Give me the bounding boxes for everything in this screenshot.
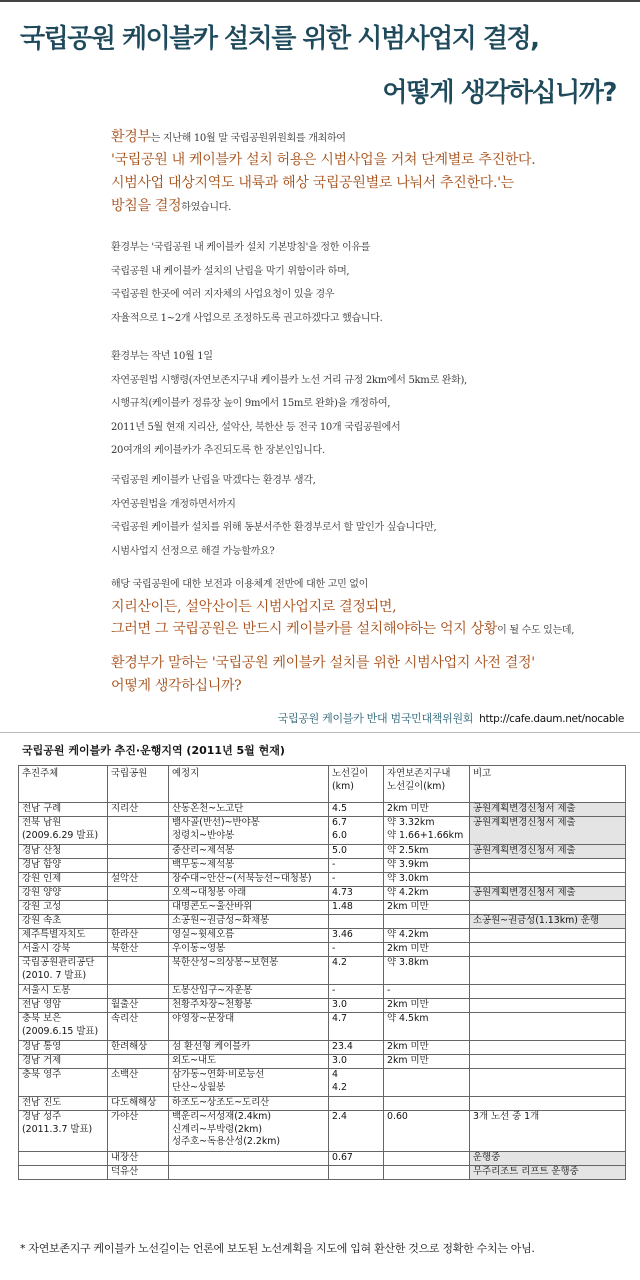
table-cell: 서울시 도봉 <box>19 985 108 999</box>
table-cell: 가야산 <box>108 1111 169 1152</box>
table-cell <box>470 859 626 873</box>
text-line <box>111 172 631 195</box>
table-cell: 외도~내도 <box>169 1055 329 1069</box>
table-cell: 경남 함양 <box>19 859 108 873</box>
table-row <box>19 817 626 845</box>
body-text: 는 <box>500 175 514 191</box>
table-cell: 다도해해상 <box>108 1097 169 1111</box>
table-cell: 장수대~안산~(서북능선~대청봉) <box>169 873 329 887</box>
text-line: 자율적으로 1~2개 사업으로 조정하도록 권고하겠다고 했습니다. <box>111 312 383 324</box>
table-row <box>19 1111 626 1152</box>
table-cell: 도봉산입구~자운봉 <box>169 985 329 999</box>
table-cell: 4 4.2 <box>329 1069 384 1097</box>
table-cell: 영실~윗세오름 <box>169 929 329 943</box>
article-paragraph-1 <box>111 126 631 218</box>
table-cell: 운행중 <box>470 1152 626 1166</box>
table-cell <box>470 929 626 943</box>
table-cell: 5.0 <box>329 845 384 859</box>
table-cell: 오색~대청봉 아래 <box>169 887 329 901</box>
table-cell <box>470 1041 626 1055</box>
table-cell <box>470 957 626 985</box>
table-cell: 전남 영암 <box>19 999 108 1013</box>
table-cell <box>470 1097 626 1111</box>
table-title: 국립공원 케이블카 추진·운행지역 (2011년 5월 현재) <box>22 744 285 757</box>
column-header: 노선길이 (km) <box>329 766 384 803</box>
text-line: 시범사업지 선정으로 해결 가능할까요? <box>111 545 275 557</box>
table-cell: 2km 미만 <box>384 803 470 817</box>
table-cell: 0.60 <box>384 1111 470 1152</box>
table-cell: 공원계획변경신청서 제출 <box>470 887 626 901</box>
table-cell: 3개 노선 중 1개 <box>470 1111 626 1152</box>
table-cell: 0.67 <box>329 1152 384 1166</box>
table-cell: 강원 양양 <box>19 887 108 901</box>
table-row <box>19 845 626 859</box>
table-cell <box>108 1055 169 1069</box>
text-line <box>111 149 631 172</box>
table-cell <box>108 985 169 999</box>
text-line: 20여개의 케이블카가 추진되도록 한 장본인입니다. <box>111 445 325 456</box>
table-row <box>19 1069 626 1097</box>
table-cell: 우이동~영봉 <box>169 943 329 957</box>
table-cell: 23.4 <box>329 1041 384 1055</box>
text-line: 자연공원법을 개정하면서까지 <box>111 498 236 510</box>
table-cell: 공원계획변경신청서 제출 <box>470 845 626 859</box>
text-line: 환경부는 '국립공원 내 케이블카 설치 기본방침'을 정한 이유를 <box>111 242 371 253</box>
table-cell: 6.7 6.0 <box>329 817 384 845</box>
table-cell: 공원계획변경신청서 제출 <box>470 803 626 817</box>
table-cell: - <box>384 985 470 999</box>
table-cell: 2.4 <box>329 1111 384 1152</box>
table-cell: 국립공원관리공단 (2010. 7 발표) <box>19 957 108 985</box>
table-cell <box>384 1152 470 1166</box>
table-cell: 하조도~상조도~도리산 <box>169 1097 329 1111</box>
table-cell <box>108 845 169 859</box>
text-line <box>111 596 631 618</box>
table-cell: 속리산 <box>108 1013 169 1041</box>
footnote: * 자연보존지구 케이블카 노선길이는 언론에 보도된 노선계획을 지도에 입혀 환산한 것으로 정확한 수치는 아님. <box>20 1242 535 1255</box>
table-cell: - <box>329 943 384 957</box>
table-cell: 지리산 <box>108 803 169 817</box>
table-cell <box>169 1152 329 1166</box>
table-cell <box>470 901 626 915</box>
table-cell: 서울시 강북 <box>19 943 108 957</box>
table-cell <box>19 1152 108 1166</box>
table-cell: 소백산 <box>108 1069 169 1097</box>
table-row <box>19 887 626 901</box>
table-cell <box>169 1166 329 1180</box>
website-link[interactable]: http://cafe.daum.net/nocable <box>479 713 624 725</box>
highlight-text: 그러면 그 국립공원은 반드시 케이블카를 설치해야하는 억지 상황 <box>111 621 498 637</box>
table-cell: 야영장~문장대 <box>169 1013 329 1041</box>
page-subtitle: 어떻게 생각하십니까? <box>382 78 616 108</box>
table-cell: 4.5 <box>329 803 384 817</box>
table-cell: 설악산 <box>108 873 169 887</box>
table-cell: 월출산 <box>108 999 169 1013</box>
table-cell: 4.73 <box>329 887 384 901</box>
table-cell: 3.0 <box>329 1055 384 1069</box>
table-cell: 소공원~권금성(1.13km) 운행 <box>470 915 626 929</box>
table-cell: 백운리~서성재(2.4km) 신계리~부박령(2km) 성주호~독용산성(2.2km) <box>169 1111 329 1152</box>
table-cell <box>470 985 626 999</box>
text-line: 시행규칙(케이블카 정류장 높이 9m에서 15m로 완화)을 개정하여, <box>111 398 391 409</box>
table-row <box>19 943 626 957</box>
table-cell: 내장산 <box>108 1152 169 1166</box>
table-cell: 충북 영주 <box>19 1069 108 1097</box>
table-cell <box>384 1069 470 1097</box>
table-cell: 삼가동~연화·비로능선 단산~상월봉 <box>169 1069 329 1097</box>
table-cell: 강원 속초 <box>19 915 108 929</box>
table-cell: 약 4.2km <box>384 887 470 901</box>
table-cell: 백무동~제석봉 <box>169 859 329 873</box>
text-line: 자연공원법 시행령(자연보존지구내 케이블카 노선 거리 규정 2km에서 5km로 완화), <box>111 374 467 386</box>
table-cell: 약 3.32km 약 1.66+1.66km <box>384 817 470 845</box>
table-cell: 경남 통영 <box>19 1041 108 1055</box>
table-cell: 3.46 <box>329 929 384 943</box>
table-cell: 한려해상 <box>108 1041 169 1055</box>
table-cell: 경남 산청 <box>19 845 108 859</box>
article-paragraph-3 <box>111 345 631 463</box>
table-row <box>19 1013 626 1041</box>
table-cell <box>19 1166 108 1180</box>
page-title: 국립공원 케이블카 설치를 위한 시범사업지 결정, <box>20 24 539 54</box>
table-cell: 뱀사골(반선)~반야봉 정령치~반야봉 <box>169 817 329 845</box>
table-cell <box>470 1055 626 1069</box>
table-cell: - <box>329 859 384 873</box>
table-cell: 소공원~권금성~화채봉 <box>169 915 329 929</box>
table-row <box>19 901 626 915</box>
table-cell: 덕유산 <box>108 1166 169 1180</box>
table-cell <box>384 1166 470 1180</box>
table-cell: 북한산 <box>108 943 169 957</box>
table-cell: 경남 거제 <box>19 1055 108 1069</box>
table-cell: 약 2.5km <box>384 845 470 859</box>
text-line: 국립공원 내 케이블카 설치의 난립을 막기 위함이라 하며, <box>111 265 350 277</box>
table-row <box>19 929 626 943</box>
text-line: 환경부가 말하는 '국립공원 케이블카 설치를 위한 시범사업지 사전 결정' <box>111 655 535 671</box>
highlight-text: 지리산이든, 설악산이든 시범사업지로 결정되면, <box>111 599 397 615</box>
table-cell <box>470 1013 626 1041</box>
text-line <box>111 195 631 218</box>
text-line: 국립공원 케이블카 난립을 막겠다는 환경부 생각, <box>111 475 316 486</box>
table-cell <box>470 1069 626 1097</box>
table-cell: - <box>329 873 384 887</box>
column-header: 국립공원 <box>108 766 169 803</box>
table-cell: 2km 미만 <box>384 943 470 957</box>
table-cell: 천황주차장~천황봉 <box>169 999 329 1013</box>
table-cell: 2km 미만 <box>384 999 470 1013</box>
article-paragraph-4 <box>111 469 631 563</box>
text-line: 어떻게 생각하십니까? <box>111 678 242 694</box>
table-cell: 중산리~제석봉 <box>169 845 329 859</box>
highlight-text: 환경부 <box>111 129 151 145</box>
text-line <box>111 618 631 640</box>
table-cell: - <box>329 985 384 999</box>
table-cell: 공원계획변경신청서 제출 <box>470 817 626 845</box>
table-row <box>19 985 626 999</box>
article-paragraph-2 <box>111 236 631 330</box>
text-line: 국립공원 한곳에 여러 지자체의 사업요청이 있을 경우 <box>111 289 335 300</box>
table-row <box>19 915 626 929</box>
text-line: 2011년 5월 현재 지리산, 설악산, 북한산 등 전국 10개 국립공원에서 <box>111 421 401 433</box>
table-cell <box>384 1097 470 1111</box>
table-cell: 약 4.2km <box>384 929 470 943</box>
divider <box>0 732 640 733</box>
highlight-text: 시범사업 대상지역도 내륙과 해상 국립공원별로 나눠서 추진한다.' <box>111 175 501 191</box>
table-cell: 한라산 <box>108 929 169 943</box>
table-header-row <box>19 766 626 803</box>
table-row <box>19 1097 626 1111</box>
table-row <box>19 1055 626 1069</box>
table-row <box>19 1166 626 1180</box>
table-cell: 산동온천~노고단 <box>169 803 329 817</box>
table-row <box>19 803 626 817</box>
table-cell: 1.48 <box>329 901 384 915</box>
highlight-text: 방침을 결정 <box>111 198 182 214</box>
table-cell: 충북 보은 (2009.6.15 발표) <box>19 1013 108 1041</box>
table-cell <box>470 999 626 1013</box>
table-row <box>19 1041 626 1055</box>
table-row <box>19 1152 626 1166</box>
table-cell: 경남 성주 (2011.3.7 발표) <box>19 1111 108 1152</box>
table-row <box>19 859 626 873</box>
table-row <box>19 999 626 1013</box>
table-cell: 약 3.9km <box>384 859 470 873</box>
cablecar-table <box>18 765 626 1180</box>
text-line <box>111 126 631 149</box>
article-paragraph-5 <box>111 574 631 640</box>
table-cell: 북한산성~의상봉~보현봉 <box>169 957 329 985</box>
table-cell <box>329 1166 384 1180</box>
table-cell: 2km 미만 <box>384 901 470 915</box>
column-header: 예정지 <box>169 766 329 803</box>
table-cell <box>470 873 626 887</box>
body-text: 이 될 수도 있는데, <box>497 625 575 636</box>
table-cell: 전남 구례 <box>19 803 108 817</box>
table-cell: 섬 환선형 케이블카 <box>169 1041 329 1055</box>
column-header: 자연보존지구내 노선길이(km) <box>384 766 470 803</box>
table-cell: 2km 미만 <box>384 1041 470 1055</box>
table-cell <box>108 887 169 901</box>
table-cell <box>108 817 169 845</box>
table-cell <box>329 1097 384 1111</box>
text-line: 해당 국립공원에 대한 보전과 이용체계 전반에 대한 고민 없이 <box>111 579 369 590</box>
organization-name: 국립공원 케이블카 반대 범국민대책위원회 <box>277 712 474 725</box>
table-row <box>19 957 626 985</box>
table-cell <box>470 943 626 957</box>
table-cell: 4.7 <box>329 1013 384 1041</box>
text-line: 환경부는 작년 10월 1일 <box>111 351 213 362</box>
table-cell <box>108 859 169 873</box>
table-cell: 약 4.5km <box>384 1013 470 1041</box>
table-cell <box>108 957 169 985</box>
table-cell: 3.0 <box>329 999 384 1013</box>
text-line: 국립공원 케이블카 설치를 위해 동분서주한 환경부로서 할 말인가 싶습니다만, <box>111 522 437 533</box>
article-paragraph-6 <box>111 652 631 698</box>
body-text: 는 지난해 10월 말 국립공원위원회를 개최하여 <box>150 133 346 144</box>
table-cell: 강원 고성 <box>19 901 108 915</box>
top-border <box>0 0 640 2</box>
table-cell: 강원 인제 <box>19 873 108 887</box>
table-cell: 약 3.0km <box>384 873 470 887</box>
table-cell: 전북 남원 (2009.6.29 발표) <box>19 817 108 845</box>
table-cell <box>108 915 169 929</box>
table-cell <box>108 901 169 915</box>
table-cell: 4.2 <box>329 957 384 985</box>
table-cell <box>329 915 384 929</box>
table-row <box>19 873 626 887</box>
table-cell: 무주리조트 리프트 운행중 <box>470 1166 626 1180</box>
column-header: 비고 <box>470 766 626 803</box>
table-cell: 대명콘도~울산바위 <box>169 901 329 915</box>
table-cell: 전남 진도 <box>19 1097 108 1111</box>
table-cell: 약 3.8km <box>384 957 470 985</box>
column-header: 추진주체 <box>19 766 108 803</box>
table-cell: 2km 미만 <box>384 1055 470 1069</box>
table-cell <box>384 915 470 929</box>
signature <box>278 710 624 726</box>
highlight-text: '국립공원 내 케이블카 설치 허용은 시범사업을 거쳐 단계별로 추진한다. <box>111 152 536 168</box>
body-text: 하였습니다. <box>181 202 231 213</box>
table-cell: 제주특별자치도 <box>19 929 108 943</box>
